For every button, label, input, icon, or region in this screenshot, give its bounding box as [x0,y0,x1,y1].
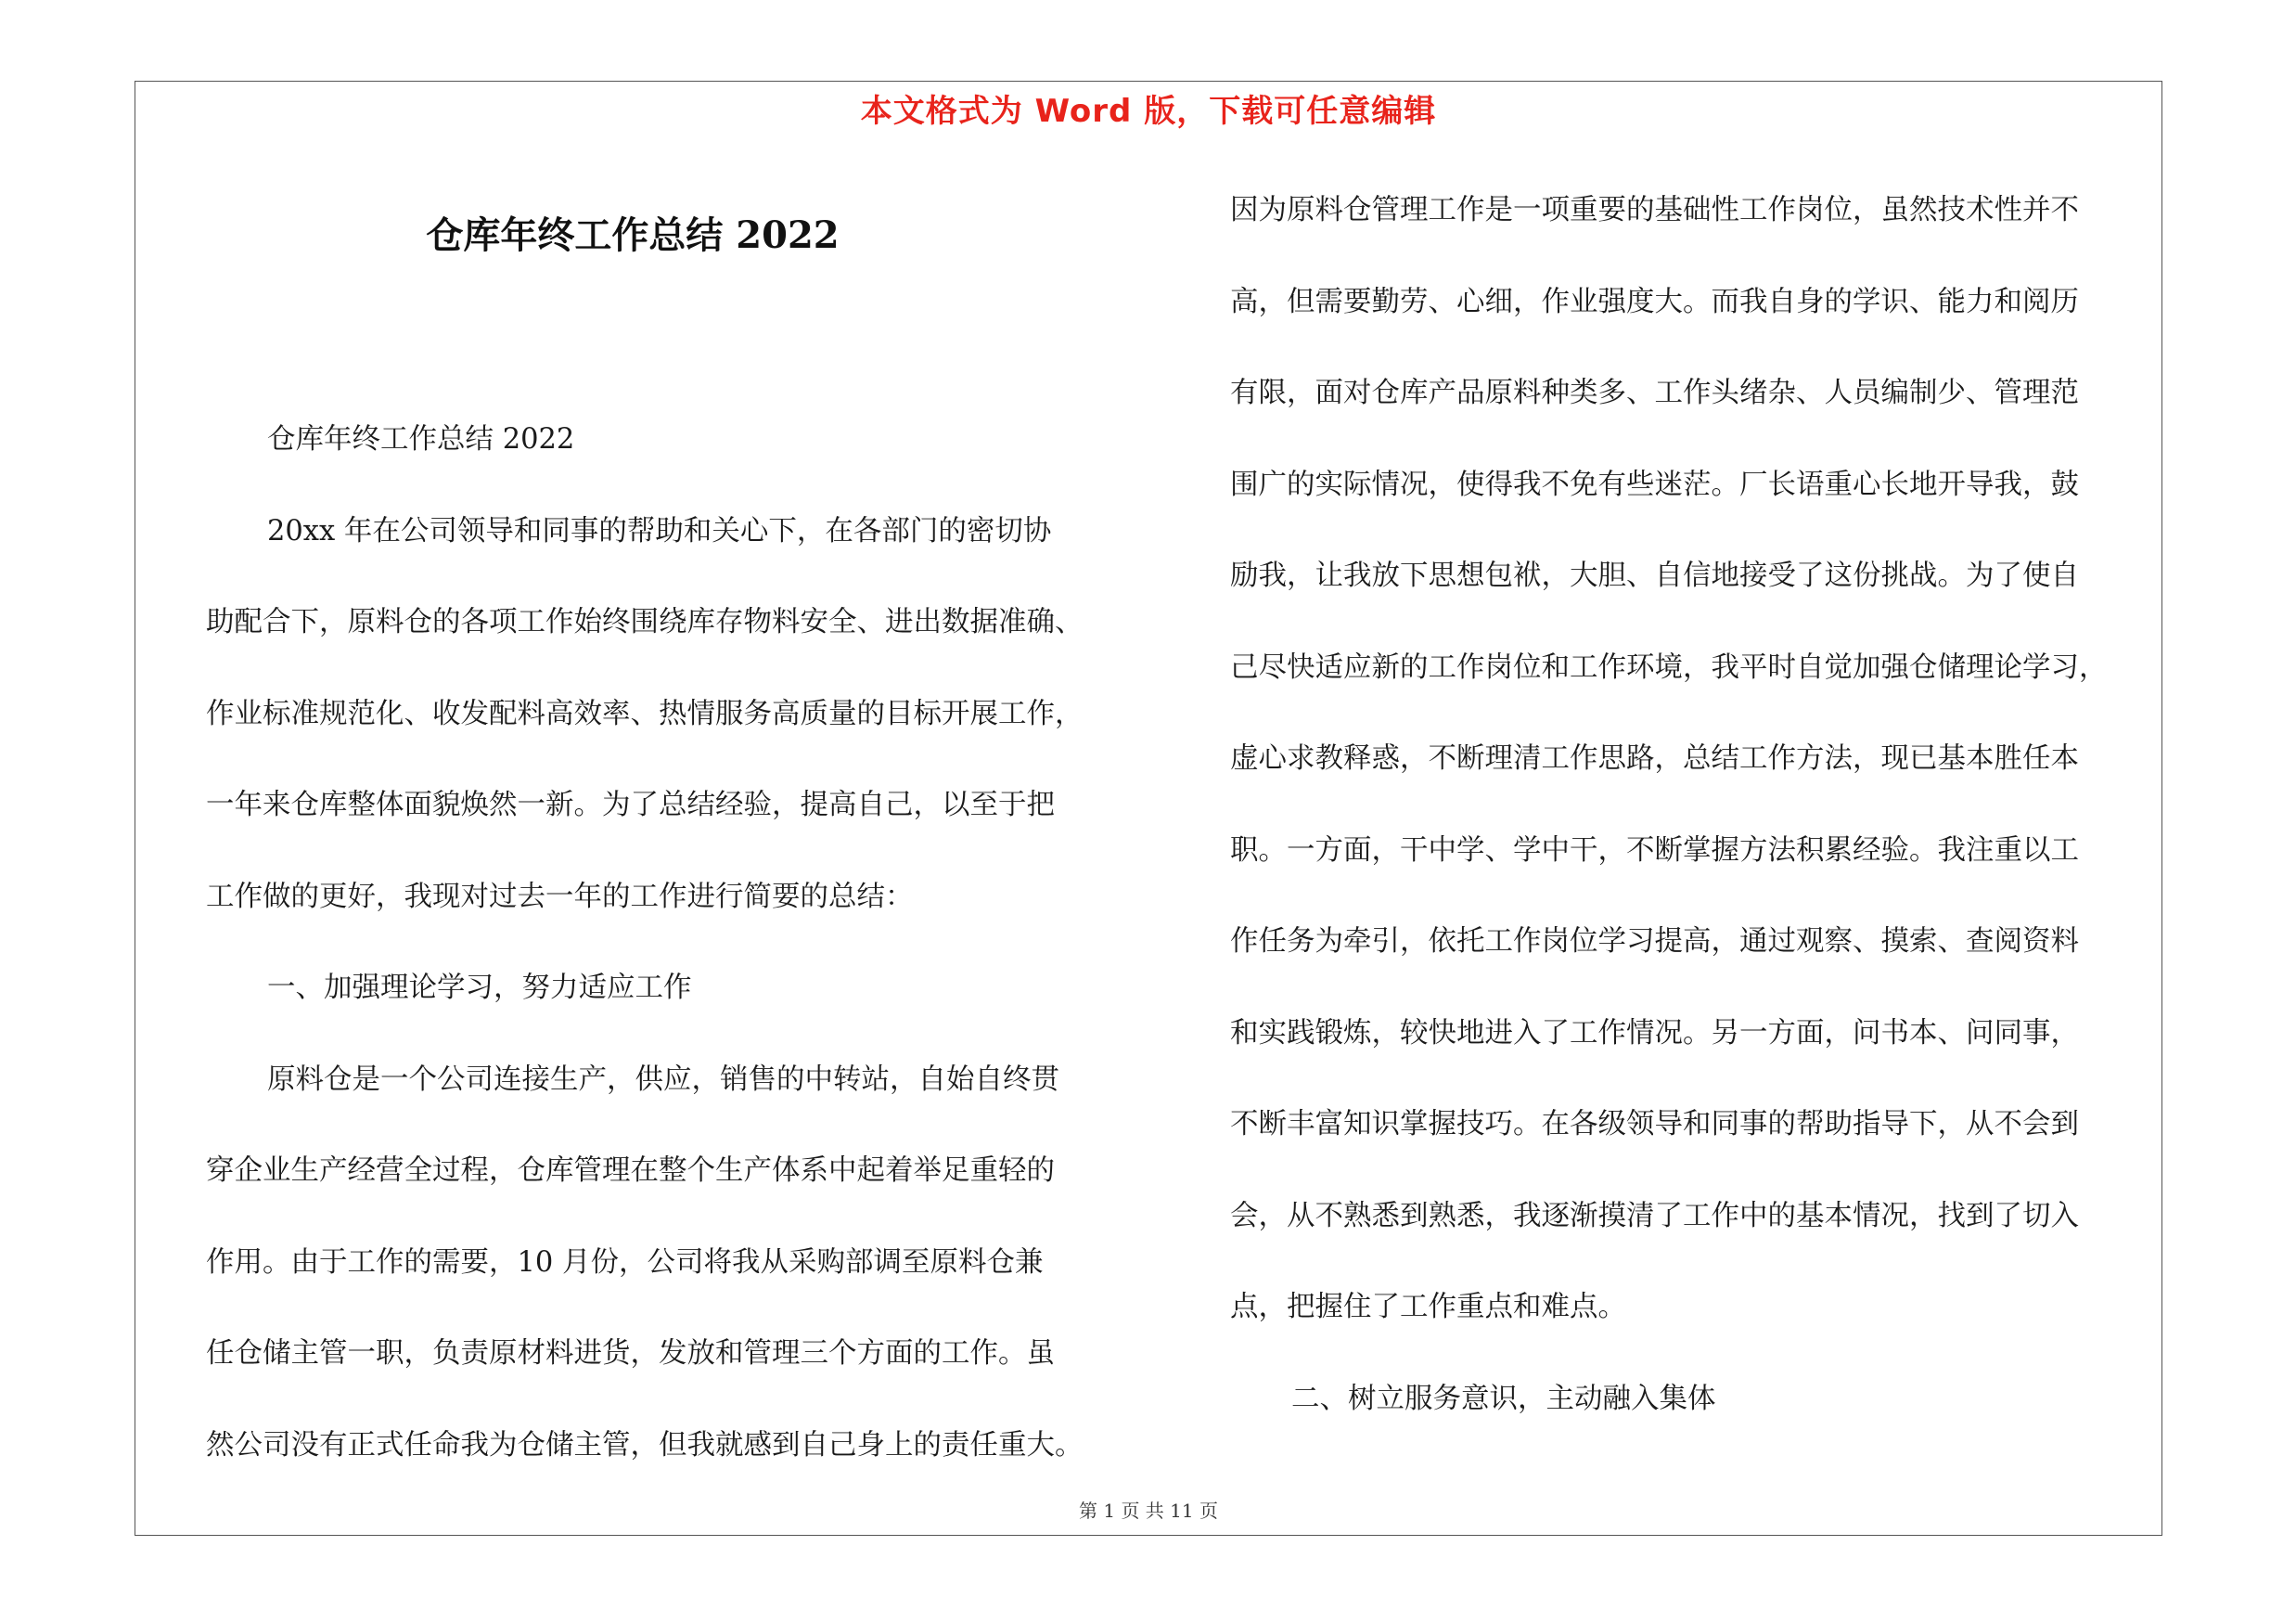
text-line: 高，但需要勤劳、心细，作业强度大。而我自身的学识、能力和阅历 [1230,285,2079,318]
text-line: 工作做的更好，我现对过去一年的工作进行简要的总结： [206,880,914,913]
text-line: 任仓储主管一职，负责原材料进货，发放和管理三个方面的工作。虽 [206,1337,1055,1370]
text-line: 作用。由于工作的需要，10 月份，公司将我从采购部调至原料仓兼 [206,1245,1044,1279]
text-line: 作业标准规范化、收发配料高效率、热情服务高质量的目标开展工作， [206,697,1084,730]
left-text-column [206,394,1134,1491]
section-heading: 一、加强理论学习，努力适应工作 [267,972,692,1004]
page-number-footer: 第 1 页 共 11 页 [1079,1500,1218,1522]
text-line: 一年来仓库整体面貌焕然一新。为了总结经验，提高自己，以至于把 [206,789,1055,821]
document-title: 仓库年终工作总结 2022 [426,213,840,257]
text-line: 虚心求教释惑，不断理清工作思路，总结工作方法，现已基本胜任本 [1230,742,2079,775]
text-line: 职。一方面，干中学、学中干，不断掌握方法积累经验。我注重以工 [1230,833,2079,867]
text-line: 点，把握住了工作重点和难点。 [1230,1291,1626,1323]
text-line: 然公司没有正式任命我为仓储主管，但我就感到自己身上的责任重大。 [206,1428,1084,1462]
text-line: 会，从不熟悉到熟悉，我逐渐摸清了工作中的基本情况，找到了切入 [1230,1199,2079,1232]
section-heading: 二、树立服务意识，主动融入集体 [1291,1382,1716,1415]
right-text-column [1230,165,2158,1445]
text-line: 20xx 年在公司领导和同事的帮助和关心下，在各部门的密切协 [267,514,1052,547]
editable-notice-banner: 本文格式为 Word 版，下载可任意编辑 [860,93,1437,130]
text-line: 原料仓是一个公司连接生产，供应，销售的中转站，自始自终贯 [267,1063,1059,1096]
text-line: 励我，让我放下思想包袱，大胆、自信地接受了这份挑战。为了使自 [1230,560,2079,592]
text-line: 围广的实际情况，使得我不免有些迷茫。厂长语重心长地开导我，鼓 [1230,468,2079,501]
text-line: 有限，面对仓库产品原料种类多、工作头绪杂、人员编制少、管理范 [1230,377,2079,409]
text-line: 因为原料仓管理工作是一项重要的基础性工作岗位，虽然技术性并不 [1230,194,2079,226]
text-line: 穿企业生产经营全过程，仓库管理在整个生产体系中起着举足重轻的 [206,1154,1055,1187]
text-line: 助配合下，原料仓的各项工作始终围绕库存物料安全、进出数据准确、 [206,606,1084,638]
text-line: 不断丰富知识掌握技巧。在各级领导和同事的帮助指导下，从不会到 [1230,1108,2079,1140]
text-line: 己尽快适应新的工作岗位和工作环境，我平时自觉加强仓储理论学习， [1230,650,2108,684]
text-line: 仓库年终工作总结 2022 [267,423,575,456]
text-line: 作任务为牵引，依托工作岗位学习提高，通过观察、摸索、查阅资料 [1230,925,2079,958]
text-line: 和实践锻炼，较快地进入了工作情况。另一方面，问书本、问同事， [1230,1016,2079,1050]
